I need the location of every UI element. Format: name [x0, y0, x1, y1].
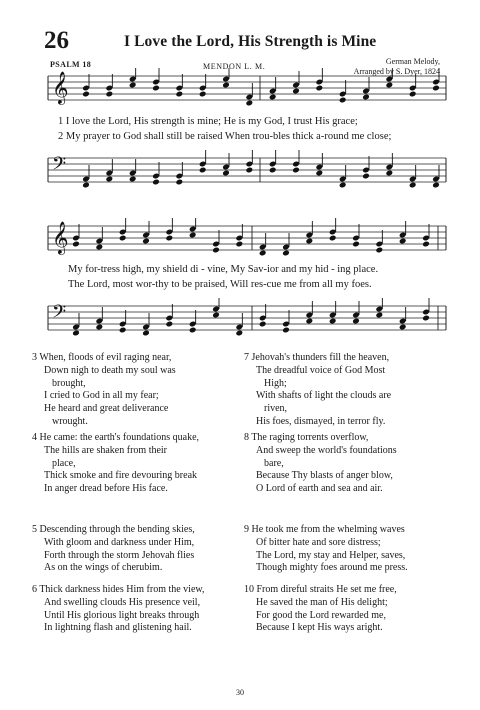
note-head [222, 170, 230, 177]
verse-text: He took me from the whelming waves [251, 524, 405, 535]
verse-line: Because Thy blasts of anger blow, [256, 470, 393, 482]
note-head [176, 91, 184, 98]
note-head [376, 247, 384, 254]
note-head [199, 167, 207, 174]
lyric-line: 2 My prayer to God shall still be raised When trou-bles thick a-round me close; [58, 131, 392, 142]
note-head [292, 167, 300, 174]
verse-text: Jehovah's thunders fill the heaven, [251, 352, 390, 363]
bass-clef-icon: 𝄢 [52, 154, 67, 179]
verse-line: He saved the man of His delight; [256, 596, 388, 608]
note-head [82, 91, 90, 98]
note-head [236, 330, 244, 337]
verse-line: The Lord, my stay and Helper, saves, [256, 549, 406, 561]
note-head [129, 176, 137, 183]
note-head [352, 318, 360, 325]
system1-bass-staff [0, 150, 480, 196]
bass-clef-icon: 𝄢 [52, 302, 67, 327]
verse-text: He came: the earth's foundations quake, [39, 432, 200, 443]
treble-clef-icon: 𝄞 [52, 71, 69, 104]
note-head [152, 85, 160, 92]
note-head [409, 91, 417, 98]
verse-line: Forth through the storm Jehovah flies [44, 549, 195, 561]
verse-line: High; [264, 377, 287, 389]
tune-name: MENDON L. M. [203, 62, 266, 71]
verse-first-line [244, 584, 444, 597]
lyric-line: The Lord, most wor-thy to be praised, Will res-cue me from all my foes. [68, 279, 372, 290]
note-head [72, 241, 80, 248]
verse-line: brought, [52, 377, 86, 389]
note-head [329, 235, 337, 242]
verse-4 [32, 432, 232, 496]
note-head [166, 235, 174, 242]
verse-number: 6 [32, 584, 37, 595]
verse-7 [244, 352, 444, 429]
note-head [399, 324, 407, 331]
verse-10 [244, 584, 444, 635]
verse-line: Thick smoke and fire devouring break [44, 470, 198, 482]
verse-line: wrought. [52, 415, 88, 427]
verse-line: And swelling clouds His presence veil, [44, 596, 201, 608]
note-head [409, 182, 417, 189]
arranger-credit: Arranged by S. Dyer, 1824 [353, 67, 440, 76]
note-head [166, 321, 174, 328]
verse-first-line [32, 352, 232, 365]
verse-line: With shafts of light the clouds are [256, 390, 392, 402]
note-head [352, 241, 360, 248]
note-head [246, 167, 254, 174]
note-head [282, 250, 290, 257]
verse-first-line [32, 432, 232, 445]
verse-line: bare, [264, 457, 284, 469]
verse-6 [32, 584, 232, 635]
system1-treble-staff [0, 68, 480, 114]
lyric-line: 1 I love the Lord, His strength is mine; He is my God, I trust His grace; [58, 116, 358, 127]
verse-line: He heard and great deliverance [44, 403, 169, 415]
note-head [96, 324, 104, 331]
verse-line: The dreadful voice of God Most [256, 364, 386, 376]
verse-first-line [244, 432, 444, 445]
treble-clef-icon: 𝄞 [52, 221, 69, 254]
verse-line: In lightning flash and glistening hail. [44, 622, 192, 634]
verse-number: 4 [32, 432, 37, 443]
note-head [362, 94, 370, 101]
note-head [222, 82, 230, 89]
verse-number: 8 [244, 432, 249, 443]
note-head [72, 330, 80, 337]
note-head [212, 247, 220, 254]
verse-number: 3 [32, 352, 37, 363]
verse-3 [32, 352, 232, 429]
verse-line: Though mighty foes around me press. [256, 562, 408, 574]
note-head [399, 238, 407, 245]
hymn-number: 26 [44, 27, 69, 54]
verse-5 [32, 524, 232, 575]
note-head [259, 321, 267, 328]
note-head [142, 330, 150, 337]
system2-treble-staff [0, 218, 480, 264]
note-head [432, 182, 440, 189]
note-head [282, 327, 290, 334]
verse-number: 10 [244, 584, 254, 595]
verse-first-line [32, 524, 232, 537]
note-head [422, 315, 430, 322]
verse-line: For good the Lord rewarded me, [256, 609, 386, 621]
note-head [212, 312, 220, 319]
note-head [142, 238, 150, 245]
verse-line: I cried to God in all my fear; [44, 390, 159, 402]
note-head [199, 91, 207, 98]
note-head [362, 173, 370, 180]
note-head [292, 88, 300, 95]
verse-text: From direful straits He set me free, [256, 584, 397, 595]
note-head [339, 97, 347, 104]
note-head [432, 85, 440, 92]
verse-line: Down nigh to death my soul was [44, 364, 176, 376]
verse-line: As on the wings of cherubim. [44, 562, 163, 574]
verse-8 [244, 432, 444, 496]
verse-line: riven, [264, 403, 288, 415]
lyric-line: My for-tress high, my shield di - vine, My Sav-ior and my hid - ing place. [68, 264, 379, 275]
note-head [306, 238, 314, 245]
verse-number: 7 [244, 352, 249, 363]
note-head [259, 250, 267, 257]
verse-text: When, floods of evil raging near, [39, 352, 172, 363]
page-number: 30 [236, 688, 244, 697]
note-head [119, 235, 127, 242]
verse-first-line [244, 352, 444, 365]
note-head [386, 82, 394, 89]
verse-line: With gloom and darkness under Him, [44, 536, 195, 548]
note-head [96, 244, 104, 251]
verse-line: Until His glorious light breaks through [44, 609, 200, 621]
note-head [106, 91, 114, 98]
note-head [269, 94, 277, 101]
note-head [339, 182, 347, 189]
note-head [329, 318, 337, 325]
note-head [82, 182, 90, 189]
psalm-reference: PSALM 18 [50, 60, 92, 69]
verse-line: In anger dread before His face. [44, 483, 168, 495]
system2-bass-staff [0, 298, 480, 344]
note-head [119, 327, 127, 334]
note-head [106, 176, 114, 183]
verse-line: The hills are shaken from their [44, 444, 168, 456]
hymn-title: I Love the Lord, His Strength is Mine [124, 33, 377, 50]
verse-text: Thick darkness hides Him from the view, [39, 584, 205, 595]
note-head [246, 100, 254, 107]
verse-line: Because I kept His ways aright. [256, 622, 383, 634]
note-head [269, 167, 277, 174]
verse-first-line [244, 524, 444, 537]
verse-line: His foes, dismayed, in terror fly. [256, 415, 386, 427]
note-head [422, 241, 430, 248]
note-head [129, 82, 137, 89]
melody-credit: German Melody, [385, 57, 440, 66]
verse-line: O Lord of earth and sea and air. [256, 483, 383, 495]
verse-number: 9 [244, 524, 249, 535]
note-head [316, 85, 324, 92]
note-head [306, 318, 314, 325]
note-head [316, 170, 324, 177]
note-head [236, 241, 244, 248]
verse-text: The raging torrents overflow, [251, 432, 369, 443]
note-head [152, 179, 160, 186]
verse-first-line [32, 584, 232, 597]
verse-line: And sweep the world's foundations [256, 444, 397, 456]
note-head [189, 232, 197, 239]
note-head [376, 312, 384, 319]
note-head [176, 179, 184, 186]
verse-9 [244, 524, 444, 575]
verse-line: place, [52, 457, 76, 469]
verse-line: Of bitter hate and sore distress; [256, 536, 381, 548]
verse-text: Descending through the bending skies, [39, 524, 195, 535]
verse-number: 5 [32, 524, 37, 535]
note-head [386, 170, 394, 177]
note-head [189, 327, 197, 334]
